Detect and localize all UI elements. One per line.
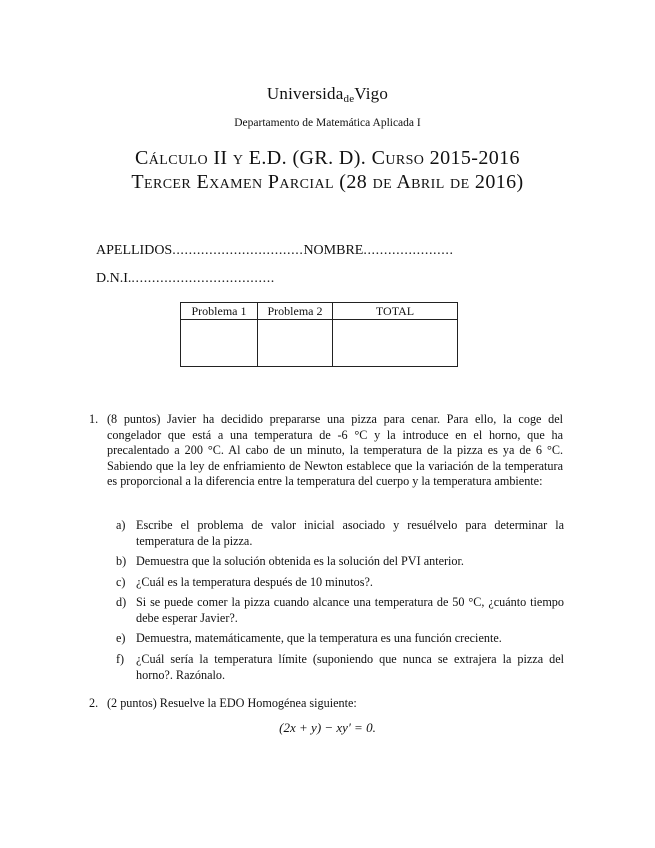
- nombre-field[interactable]: ......................: [363, 243, 454, 258]
- problem-2-equation: [0, 720, 655, 736]
- logo-text-3: Vigo: [354, 84, 389, 103]
- nombre-label: NOMBRE: [303, 243, 364, 258]
- problem-1-statement: (8 puntos) Javier ha decidido prepararse una pizza para cenar. Para ello, la coge del congelador que está a una temperatura de -6 °C y la introduce en el horno, que ha precalentado a 200 °C. Al cabo de un minuto, la temperatura de la pizza es ya de 6 °C. Sabiendo que la ley de enfriamiento de Newton establece que la variación de la temperatura es proporcional a la diferencia entre la temperatura del cuerpo y la temperatura ambiente:: [107, 412, 563, 489]
- equation-text: (2x + y) − xy′ = 0.: [279, 720, 376, 735]
- problem-2-number: 2.: [89, 696, 99, 710]
- dni-field[interactable]: ...................................: [131, 271, 275, 286]
- dni-label: D.N.I.: [96, 271, 132, 286]
- item-e-label: e): [116, 631, 126, 645]
- department-name: Departamento de Matemática Aplicada I: [234, 117, 421, 129]
- item-b-label: b): [116, 554, 127, 568]
- item-d-text: Si se puede comer la pizza cuando alcance una temperatura de 50 °C, ¿cuánto tiempo debe esperar Javier?.: [136, 595, 564, 625]
- item-c-text: ¿Cuál es la temperatura después de 10 minutos?.: [136, 575, 373, 589]
- dni-line: [96, 271, 275, 287]
- item-f-text: ¿Cuál sería la temperatura límite (suponiendo que nunca se extrajera la pizza del horno?. Razónalo.: [136, 652, 564, 682]
- item-b-text: Demuestra que la solución obtenida es la solución del PVI anterior.: [136, 554, 464, 568]
- grade-header-problema-1: Problema 1: [181, 303, 258, 320]
- apellidos-field[interactable]: ................................: [172, 243, 304, 258]
- grade-header-total: TOTAL: [333, 303, 458, 320]
- item-e-text: Demuestra, matemáticamente, que la temperatura es una función creciente.: [136, 631, 502, 645]
- logo-text-2: de: [343, 93, 355, 105]
- apellidos-label: APELLIDOS: [96, 243, 173, 258]
- grade-cell-problema-2[interactable]: [258, 320, 333, 367]
- logo-text-1: Universida: [266, 84, 344, 103]
- university-logo: [0, 84, 655, 104]
- item-a-label: a): [116, 518, 126, 532]
- item-f-label: f): [116, 652, 125, 666]
- apellidos-nombre-line: [96, 243, 454, 259]
- item-c-label: c): [116, 575, 126, 589]
- grade-table: [180, 302, 458, 367]
- problem-2-statement: (2 puntos) Resuelve la EDO Homogénea siguiente:: [107, 696, 357, 710]
- grade-header-problema-2: Problema 2: [258, 303, 333, 320]
- exam-title-line-1: Cálculo II y E.D. (GR. D). Curso 2015-2016: [135, 147, 520, 169]
- item-d-label: d): [116, 595, 127, 609]
- exam-title-line-2: Tercer Examen Parcial (28 de Abril de 2016): [131, 171, 524, 193]
- grade-cell-total[interactable]: [333, 320, 458, 367]
- grade-cell-problema-1[interactable]: [181, 320, 258, 367]
- problem-1-number: 1.: [89, 412, 99, 426]
- item-a-text: Escribe el problema de valor inicial asociado y resuélvelo para determinar la temperatura de la pizza.: [136, 518, 564, 548]
